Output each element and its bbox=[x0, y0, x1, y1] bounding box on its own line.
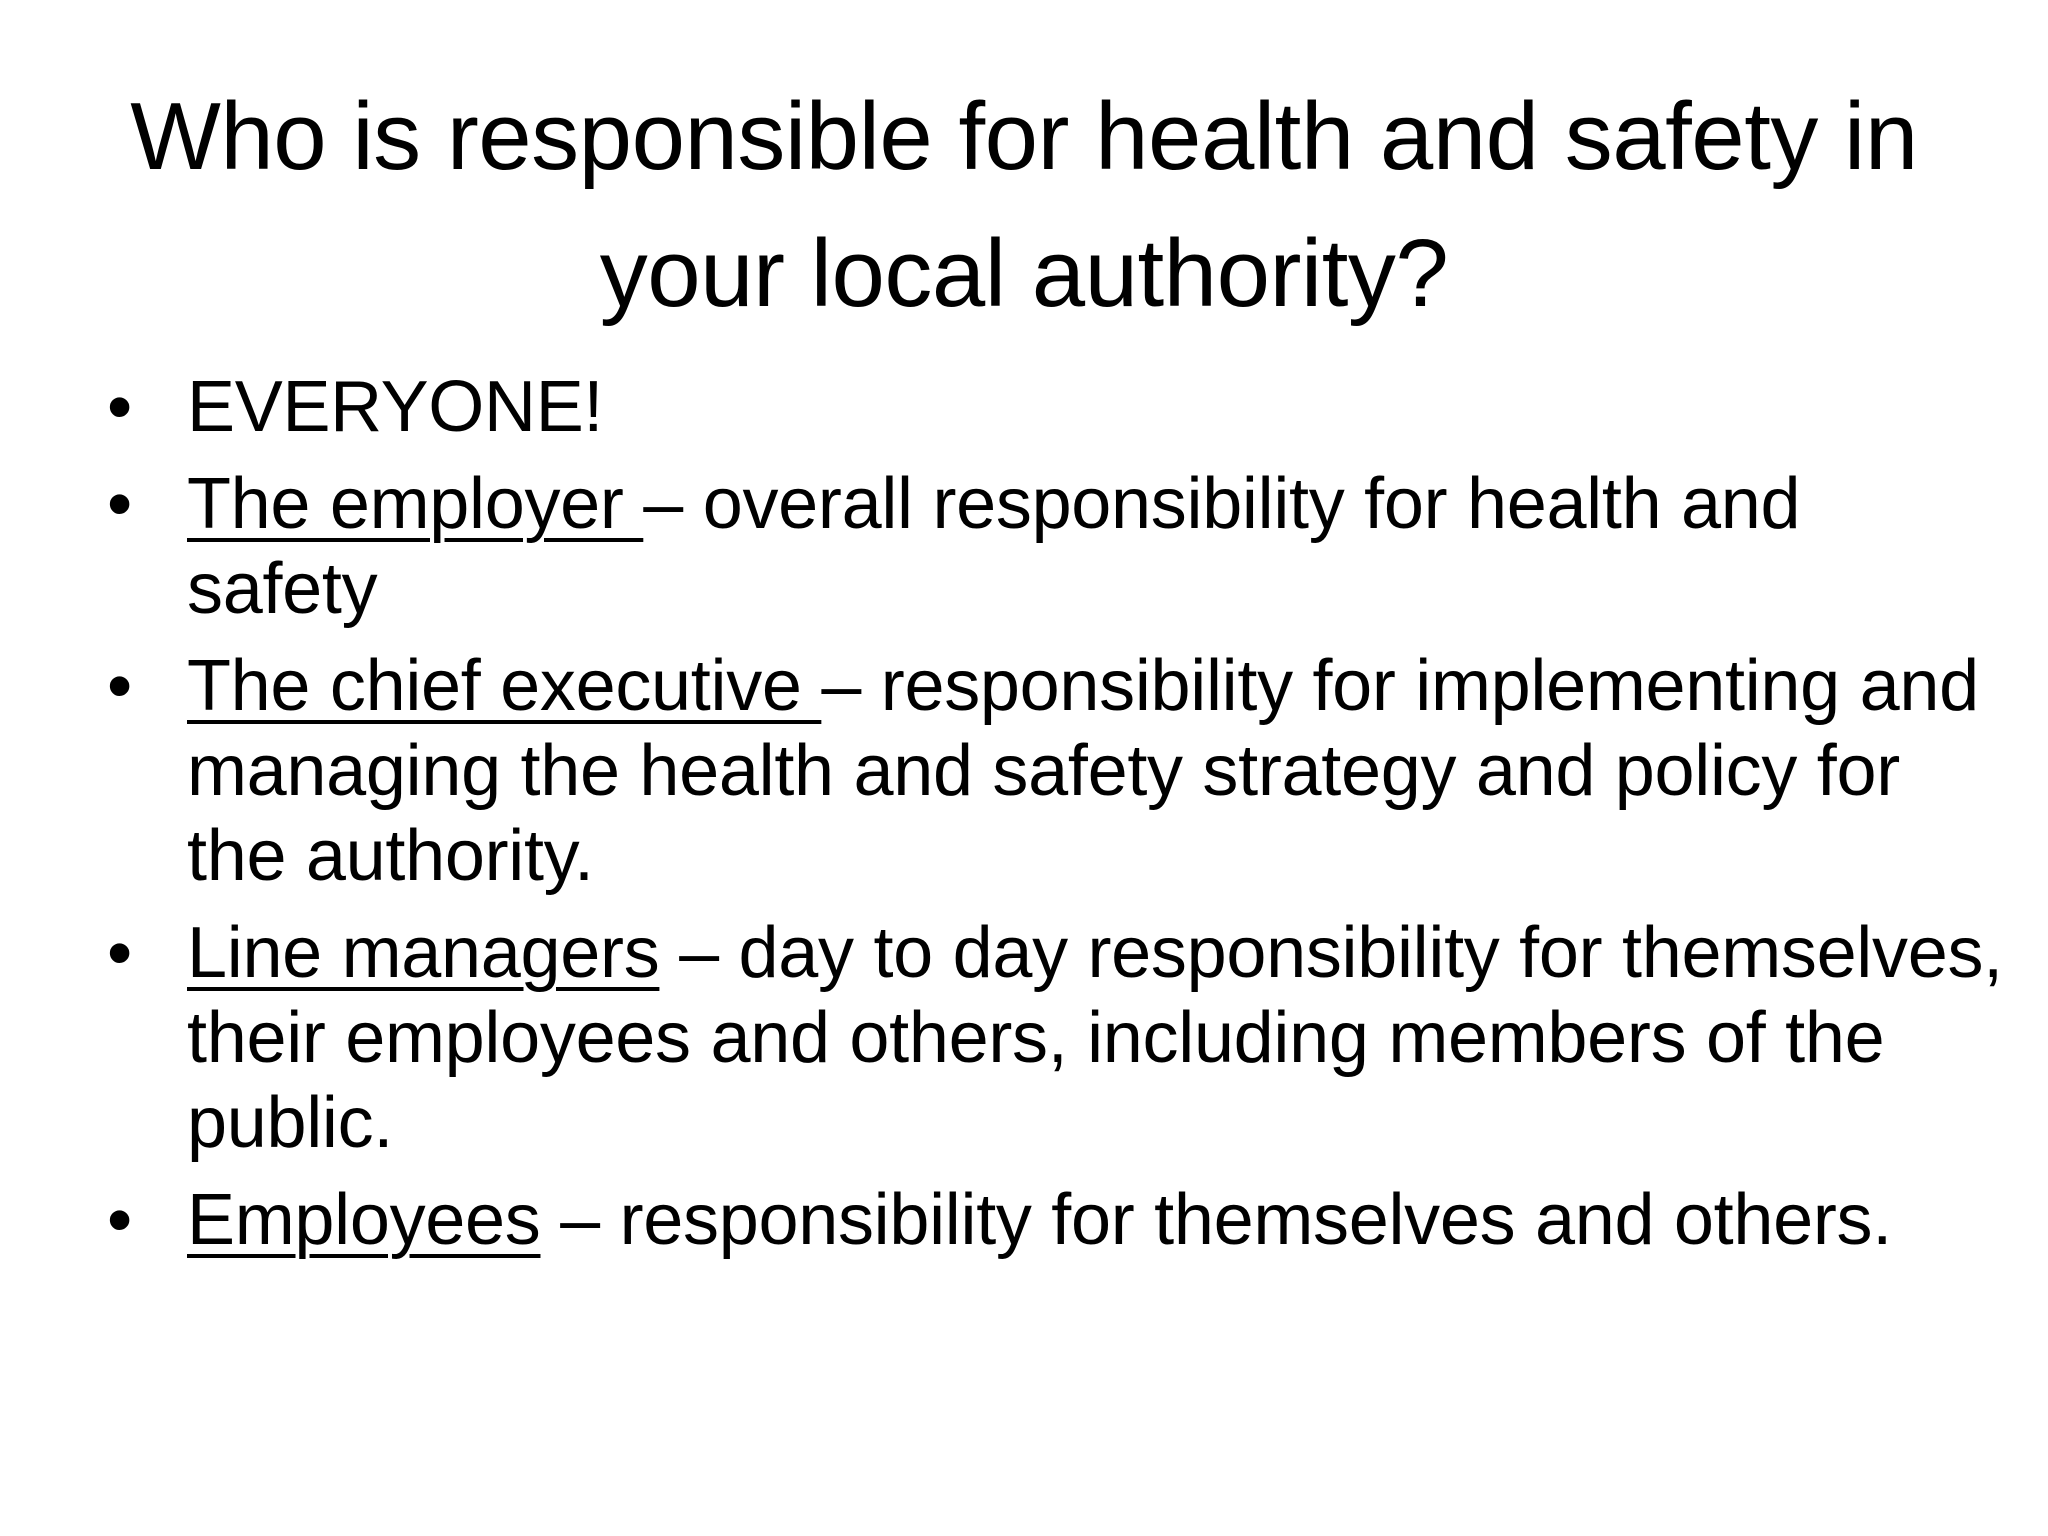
bullet-item-chief-executive bbox=[0, 644, 2048, 899]
bullet-term: Employees bbox=[187, 1180, 541, 1260]
slide-title: Who is responsible for health and safety in your local authority? bbox=[130, 83, 1918, 327]
bullet-text: – overall responsibility for health and safety bbox=[187, 464, 1801, 629]
bullet-item-everyone bbox=[0, 365, 2048, 450]
bullet-dot-icon: • bbox=[107, 464, 132, 544]
bullet-item-line-managers bbox=[0, 911, 2048, 1166]
bullet-term: The chief executive bbox=[187, 646, 822, 726]
bullet-dot-icon: • bbox=[107, 646, 132, 726]
bullet-dot-icon: • bbox=[107, 367, 132, 447]
bullet-dot-icon: • bbox=[107, 1180, 132, 1260]
bullet-text: – day to day responsibility for themselves, their employees and others, including members of the public. bbox=[187, 913, 2003, 1163]
bullet-item-employees bbox=[0, 1178, 2048, 1263]
bullet-term: The employer bbox=[187, 464, 644, 544]
bullet-item-employer bbox=[0, 462, 2048, 632]
bullet-term: Line managers bbox=[187, 913, 660, 993]
bullet-text: EVERYONE! bbox=[187, 367, 604, 447]
bullet-list bbox=[0, 365, 2048, 1275]
bullet-text: – responsibility for implementing and managing the health and safety strategy and policy for the authority. bbox=[187, 646, 1979, 896]
bullet-text: – responsibility for themselves and others. bbox=[540, 1180, 1892, 1260]
bullet-dot-icon: • bbox=[107, 913, 132, 993]
